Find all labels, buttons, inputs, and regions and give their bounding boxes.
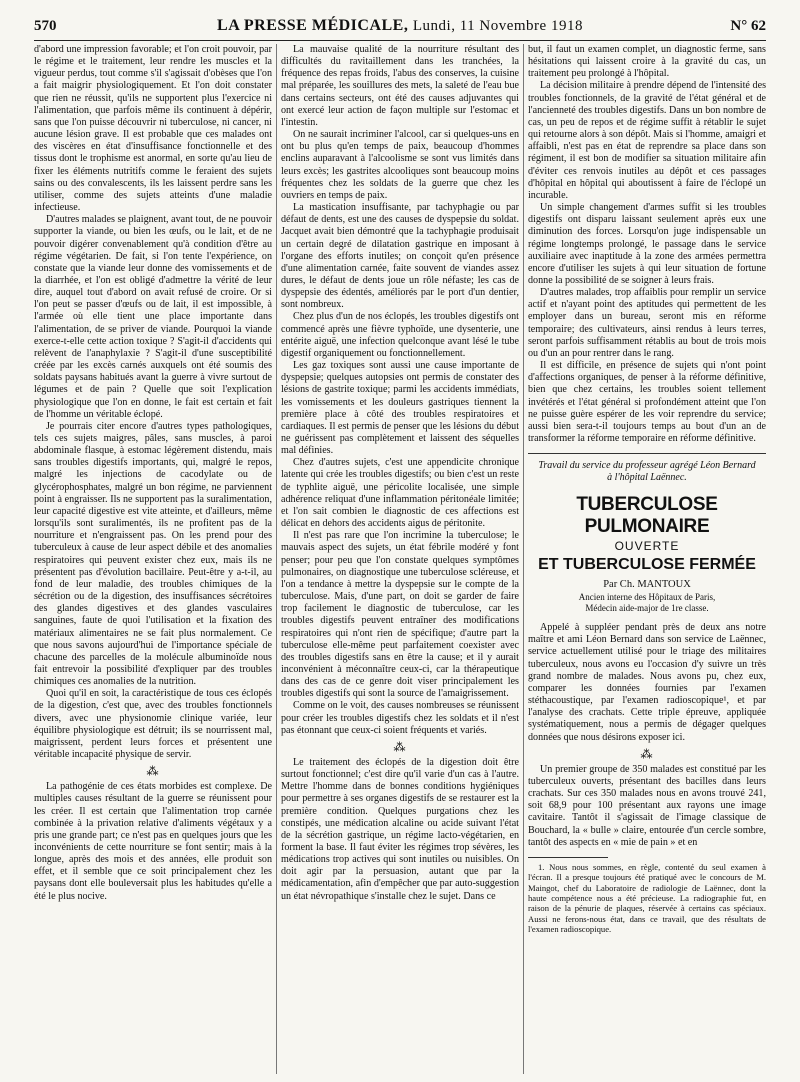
paragraph: Quoi qu'il en soit, la caractéristique de tous ces éclopés de la digestion, c'est que, avec des troubles fonctionnels divers, avec une physionomie clinique variée, leur équilibre physiologique est détruit; ils se nourrissent mal, maigrissent, perdent leurs forces et présentent une véritable incapacité physique de servir. (34, 688, 272, 761)
paragraph: Chez plus d'un de nos éclopés, les troubles digestifs ont commencé après une fièvre typhoïde, une dysenterie, une entérite aiguë, une infection quelconque avant lésé le tube digestif organiquement ou fonctionnellement. (281, 311, 519, 359)
author-affiliation (528, 592, 766, 614)
column-3 (528, 44, 766, 1074)
paragraph: On ne saurait incriminer l'alcool, car si quelques-uns en ont bu plus qu'en temps de paix, beaucoup d'hommes enclins auparavant à l'alcoolisme se sont vus limités dans leurs excès; les gastrites alcooliques sont beaucoup moins fréquentes chez les soldats de la guerre que chez les ouvriers en temps de paix. (281, 129, 519, 201)
paragraph: Le traitement des éclopés de la digestion doit être surtout fonctionnel; c'est dire qu'il varie d'un cas à l'autre. Mettre l'homme dans de bonnes conditions hygiéniques pour permettre à ses organes digestifs de se restaurer est la première condition. Quelques purgations chez les constipés, une médication alcaline ou acide suivant l'état de la sécrétion gastrique, un régime lacto-végétarien, en forment la base. Il faut éviter les régimes trop sévères, les médications trop actives qui sont inutiles ou nuisibles. On doit agir par la persuasion, autant que par la médicamentation, afin d'empêcher que par auto-suggestion un état névropathique s'installe chez le sujet. Dans ce (281, 756, 519, 902)
column-divider (276, 44, 277, 1074)
journal-title: LA PRESSE MÉDICALE, (217, 17, 409, 34)
article-body (528, 622, 766, 849)
paragraph: Appelé à suppléer pendant près de deux ans notre maître et ami Léon Bernard dans son service de Laënnec, service actuellement utilisé pour le triage des militaires tuberculeux, nous avons eu l'occasion d'y suivre un très grand nombre de malades. Nous avons pu, chez eux, comparer les données fournies par l'examen stéthacoustique, par l'examen radioscopique¹, et par l'analyse des crachats. Cette triple épreuve, appliquée systématiquement, nous a permis de dégager quelques données que nous désirons exposer ici. (528, 622, 766, 743)
article-author: Par Ch. MANTOUX (603, 579, 691, 591)
column-2 (281, 44, 519, 1074)
paragraph: Je pourrais citer encore d'autres types pathologiques, tels ces sujets maigres, pâles, sans muscles, à paroi abdominale flasque, à estomac légèrement distendu, mais sans troubles digestifs importants, qui, malgré le repos, malgré les injections de cacodylate ou de glycérophosphates, malgré un bon régime, ne parviennent point à engraisser. Ils ne supportent pas la suralimentation, leur capacité digestive est vite atteinte, et d'ailleurs, même lorsqu'ils sont suralimentés, ils ne profitent pas de la nourriture et n'engraissent pas. On les prend pour des tuberculeux à cause de leur aspect débile et des anomalies respiratoires qui peuvent exister chez eux, mais ils ne présentent pas d'évolution bacillaire. Peut-être y a-t-il, au fond de leur maladie, des troubles chimiques de la sécrétion ou de la digestion, des insuffisances sécrétoires des glandes digestives et des glandes vasculaires sanguines, faute de quoi l'utilisation et la fixation des matériaux alimentaires ne se fait plus normalement. Ce que nous savons aujourd'hui de l'importance spéciale de chacune des parcelles de la molécule albuminoïde nous fait entrevoir la possibilité d'expliquer par des troubles chimiques ces anomalies de la nutrition. (34, 420, 272, 688)
footnote-rule (528, 857, 608, 858)
column-divider (523, 44, 524, 1074)
article-title: TUBERCULOSE PULMONAIRE (576, 494, 718, 538)
column-3-continuation (528, 44, 766, 445)
footnote: 1. Nous nous sommes, en règle, contenté du seul examen à l'écran. Il a presque toujours été pratiqué avec le concours de M. Maingot, chef du Laboratoire de radiologie de Laënnec, dont la haute compétence nous a été précieuse. La radiographie fut, en raison de la pénurie de plaques, réservée à certains cas spéciaux. Aussi ne ferons-nous état, dans ce travail, que des résultats de l'examen radioscopique. (528, 861, 766, 935)
paragraph: Les gaz toxiques sont aussi une cause importante de dyspepsie; quelques autopsies ont permis de constater des lésions de gastrite toxique; parmi les accidents immédiats, les vomissements et les douleurs gastriques tiennent la première place à côté des troubles respiratoires et cardiaques. Il est permis de penser que les lésions du début ne guérissent pas complètement et laissent des séquelles mal définies. (281, 360, 519, 457)
article-credit (528, 460, 766, 484)
paragraph: La décision militaire à prendre dépend de l'intensité des troubles fonctionnels, de la gravité de l'état général et de l'ancienneté des troubles digestifs. Dans un bon nombre de cas, un peu de repos et de régime suffit à rétablir le sujet qui retourne alors à son dépôt. Mais si l'homme, amaigri et affaibli, n'est pas en état de reprendre sa place dans son régiment, il est bon de modifier sa situation militaire afin d'éviter ces renvois inutiles au dépôt et ces passages d'hôpital en hôpital qui aboutissent à faire de l'éclopé un incurable. (528, 80, 766, 201)
paragraph: d'abord une impression favorable; et l'on croit pouvoir, par le régime et le traitement, leur rendre les muscles et la vigueur perdus, tout comme s'il s'agissait d'obèses que l'on a fait maigrir physiologiquement. Et l'on doit constater que rien ne réussit, qu'ils ne supportent plus l'exercice ni l'alimentation, que parfois même ils continuent à dépérir, sans que l'on puisse découvrir ni tuberculose, ni cancer, ni aucune lésion grave. Il est probable que ces malades ont des viscères en état d'insuffisance fonctionnelle et des tissus dont le trophisme est anormal, en sorte qu'au lieu de fixer les éléments nutritifs comme le feraient des sujets sains ou des convalescents, ils les laissent perdre sans les utiliser, comme des sujets atteints d'une maladie infectieuse. (34, 44, 272, 214)
page-number: 570 (34, 18, 57, 34)
paragraph: La mastication insuffisante, par tachyphagie ou par défaut de dents, est une des causes de dyspepsie du soldat. Jacquet avait bien démontré que la tachyphagie produisait un certain degré de dilatation gastrique en imposant à l'organe des efforts inutiles; on conçoit qu'en présence d'une alimentation carnée, faite souvent de viandes assez dures, le défaut de dents joue un rôle néfaste; les cas de dyspepsie des édentés, améliorés par le port d'un dentier, sont nombreux. (281, 202, 519, 311)
paragraph: Chez d'autres sujets, c'est une appendicite chronique latente qui crée les troubles digestifs; ou bien c'est un reste de typhlite aiguë, une péricolite localisée, une simple adhérence reliquat d'une inflammation péritonéale limitée; et l'on sait combien le diagnostic de ces affections est délicat en dehors des accidents aigus de péritonite. (281, 457, 519, 530)
affiliation-line: Médecin aide-major de 1re classe. (585, 603, 709, 614)
credit-line: à l'hôpital Laënnec. (607, 472, 687, 484)
asterism-separator: ⁂ (146, 764, 160, 779)
paragraph: D'autres malades se plaignent, avant tout, de ne pouvoir supporter la viande, ou bien les œufs, ou le lait, et de ne pouvoir digérer convenablement qu'à condition d'être au régime végétarien. De fait, si l'on tente l'expérience, on constate que la viande leur donne des vomissements et de la diarrhée, et l'on est obligé d'admettre la vérité de leur dire, auquel tout d'abord on avait refusé de croire. Or si l'on peut se passer d'œufs ou de lait, il est impossible, à l'armée où elle tient une place importante dans l'alimentation, de se priver de viande. Pourquoi la viande exerce-t-elle cette action toxique ? S'agit-il d'accidents qui relèvent de l'anaphylaxie ? S'agit-il d'une susceptibilité créée par les excès carnés auxquels ont été soumis des soldats paysans habitués avant la guerre à vivre surtout de légumes et de pain ? Quelle que soit l'explication physiologique que l'on en donne, le fait est certain et fait de l'homme un véritable éclopé. (34, 214, 272, 420)
paragraph: Un simple changement d'armes suffit si les troubles digestifs ont disparu laissant seulement après eux une diminution des forces. Lorsqu'on juge indispensable un régime longtemps prolongé, le passage dans le service auxiliaire avec inaptitude à la zone des armées permettra encore d'utiliser les sujets à qui leur situation de fortune donne la possibilité de se soigner à leurs frais. (528, 202, 766, 286)
asterism-separator: ⁂ (393, 739, 407, 754)
issue-number: N° 62 (730, 18, 766, 34)
column-1 (34, 44, 272, 1074)
paragraph: but, il faut un examen complet, un diagnostic ferme, sans hésitations qui laissent croire à la gravité du cas, un traitement peu prolongé à l'hôpital. (528, 44, 766, 80)
journal-title-line (34, 17, 766, 35)
page-header (34, 14, 766, 41)
credit-line: Travail du service du professeur agrégé Léon Bernard (538, 460, 756, 472)
issue-date: Lundi, 11 Novembre 1918 (412, 18, 583, 34)
paragraph: Il est difficile, en présence de sujets qui n'ont point d'affections organiques, de penser à la réforme définitive, bien que chez certains, les troubles soient tellement invétérés et l'état général si profondément atteint que l'on ne puisse guère espérer de les voir reprendre du service; aussi bien sera-t-il toujours temps au bout d'un an de transformer la réforme temporaire en réforme définitive. (528, 360, 766, 444)
paragraph: La pathogénie de ces états morbides est complexe. De multiples causes résultant de la guerre se réunissent pour les créer. Il est certain que l'alimentation trop carnée combinée à la privation relative d'aliments végétaux y a pris une grande part; ce n'est pas en quelques jours que les inconvénients de cette nourriture se font sentir; mais à la longue, après des mois et des années, elle produit son effet, et il semble que ce soit principalement chez les paysans dont elle bouleversait plus les habitudes qu'elle a été le plus nocive. (34, 781, 272, 902)
paragraph: Un premier groupe de 350 malades est constitué par les tuberculeux ouverts, présentant des bacilles dans leurs crachats. Sur ces 350 malades nous en avons trouvé 241, soit 68,9 pour 100 présentant aux rayons une image cavitaire. Tantôt il s'agissait de l'image classique de Bouchard, la « bulle » claire, entourée d'un cercle sombre, tantôt des aspects en « mie de pain » et en (528, 763, 766, 848)
paragraph: Il n'est pas rare que l'on incrimine la tuberculose; le mauvais aspect des sujets, un état fébrile modéré y font penser; pour peu que l'on constate quelques symptômes pulmonaires, on diagnostique une tuberculose scléreuse, et l'on a tendance à mettre la dyspepsie sur le compte de la tuberculose. Mais, d'une part, on doit se garder de faire trop facilement le diagnostic de tuberculose, car les troubles digestifs peuvent entraîner des modifications respiratoires qui n'ont rien de spécifique; d'autre part la tuberculose elle-même peut parfaitement coexister avec des troubles digestifs sans en être la cause; et il y aurait inconvénient à méconnaître ceux-ci, car la thérapeutique dans des cas de ce genre doit viser principalement les troubles digestifs qui sont la source de l'amaigrissement. (281, 530, 519, 700)
paragraph: Comme on le voit, des causes nombreuses se réunissent pour créer les troubles digestifs chez les soldats et il n'est pas étonnant que ceux-ci soient fréquents et variés. (281, 700, 519, 736)
section-divider (528, 453, 766, 454)
article-title-sub: OUVERTE (614, 539, 680, 554)
article-title-2: ET TUBERCULOSE FERMÉE (538, 556, 756, 574)
paragraph: La mauvaise qualité de la nourriture résultant des difficultés du ravitaillement dans les tranchées, la fréquence des repas froids, l'abus des conserves, la cuisine mal préparée, les souillures des mets, la saleté de l'eau bue dans certains secteurs, ont été des causes adjuvantes qui ont exercé leur action de façon multiple sur l'estomac et l'intestin. (281, 44, 519, 128)
paragraph: D'autres malades, trop affaiblis pour remplir un service actif et n'ayant point des aptitudes qui permettent de les employer dans un bureau, seront mis en réforme temporaire; des cultivateurs, ainsi rendus à leurs terres, seront parfois suffisamment rétablis au bout de trois mois ou d'un an pour rentrer dans le rang. (528, 287, 766, 359)
affiliation-line: Ancien interne des Hôpitaux de Paris, (578, 592, 716, 603)
asterism-separator: ⁂ (640, 746, 654, 761)
